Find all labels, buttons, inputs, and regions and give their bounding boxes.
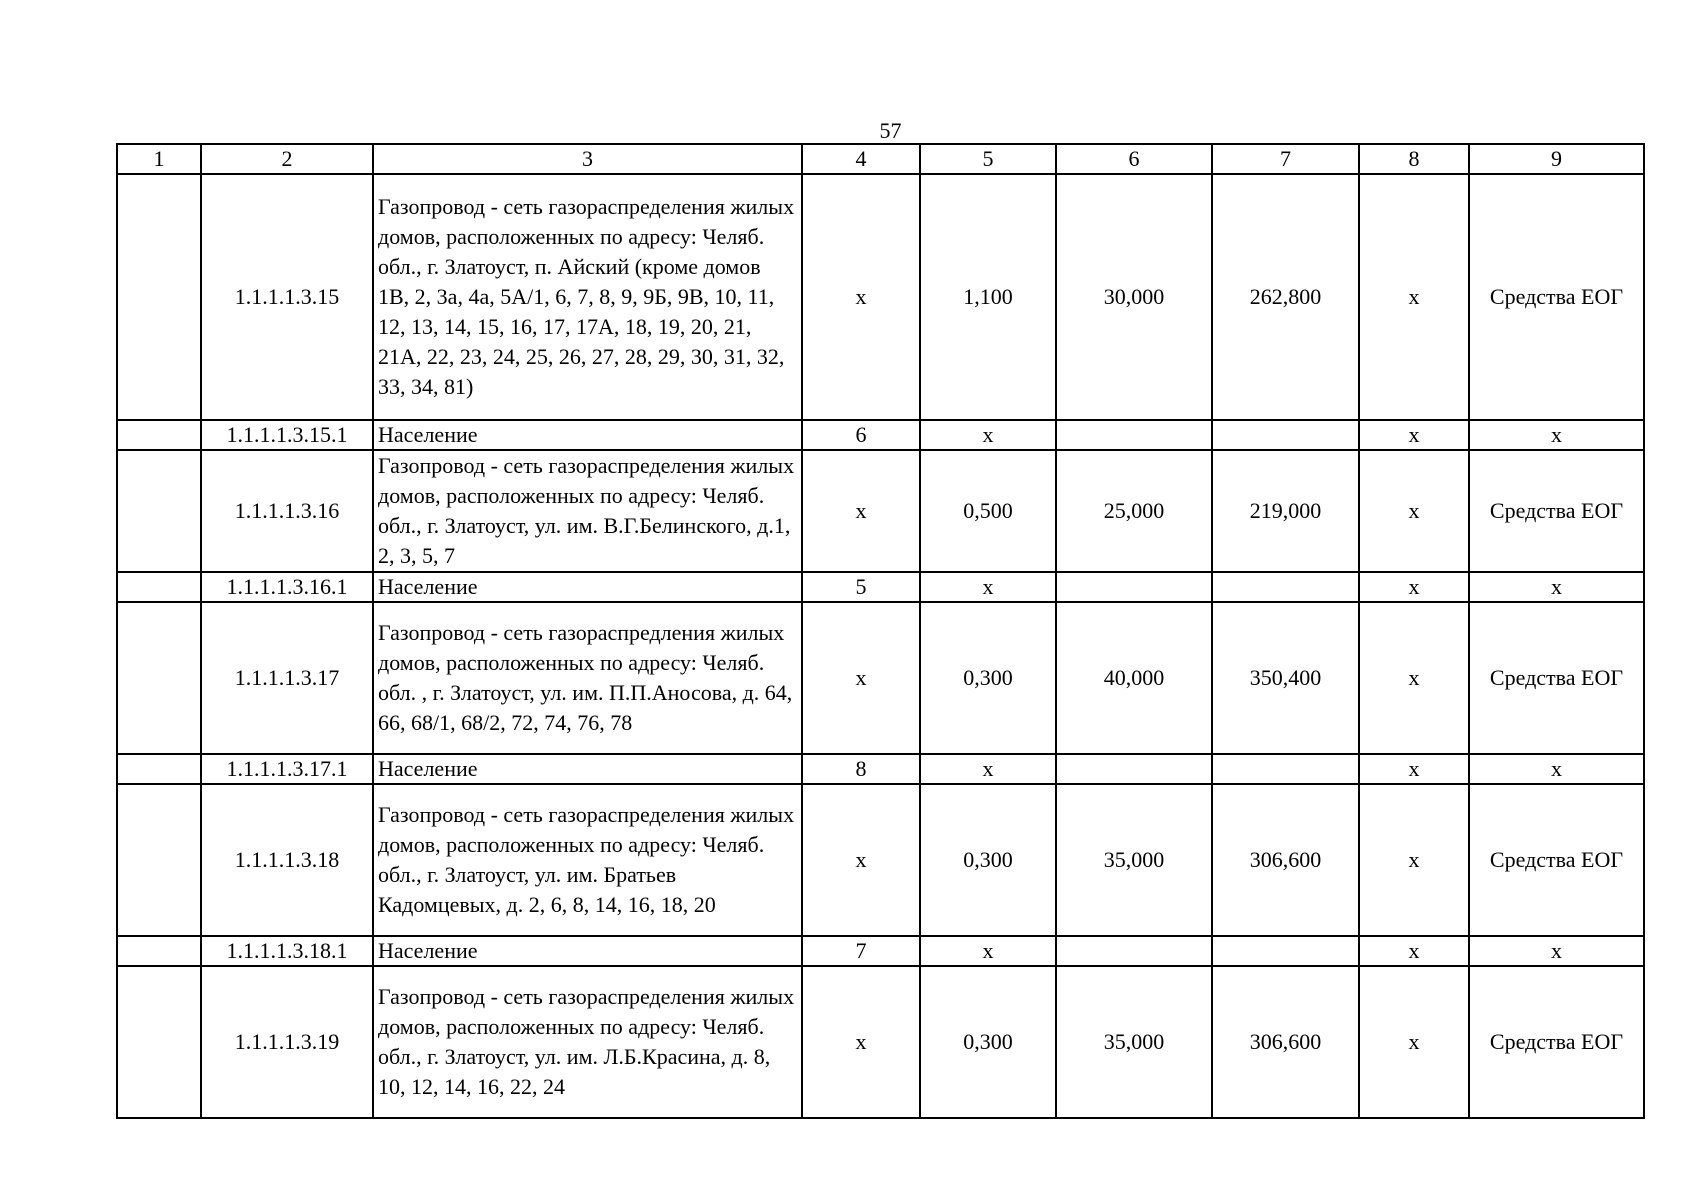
- col6-cell: 30,000: [1056, 174, 1212, 420]
- row-index-cell: [117, 936, 201, 966]
- col5-cell: 0,300: [920, 784, 1056, 936]
- col4-cell: 5: [802, 572, 920, 602]
- row-code-cell: 1.1.1.1.3.16.1: [201, 572, 373, 602]
- col7-cell: [1212, 420, 1359, 450]
- header-cell-4: 4: [802, 144, 920, 174]
- col8-cell: х: [1359, 602, 1469, 754]
- col5-cell: 0,300: [920, 602, 1056, 754]
- row-code-cell: 1.1.1.1.3.15.1: [201, 420, 373, 450]
- col6-cell: 35,000: [1056, 784, 1212, 936]
- header-cell-7: 7: [1212, 144, 1359, 174]
- row-description-cell: Население: [373, 420, 802, 450]
- col7-cell: [1212, 572, 1359, 602]
- col7-cell: 306,600: [1212, 966, 1359, 1118]
- row-code-cell: 1.1.1.1.3.19: [201, 966, 373, 1118]
- col9-cell: Средства ЕОГ: [1469, 784, 1644, 936]
- col9-cell: х: [1469, 420, 1644, 450]
- col9-cell: х: [1469, 754, 1644, 784]
- table-row: [117, 572, 1644, 602]
- col6-cell: 40,000: [1056, 602, 1212, 754]
- header-cell-6: 6: [1056, 144, 1212, 174]
- table-row: [117, 754, 1644, 784]
- data-table: [116, 143, 1645, 1119]
- row-index-cell: [117, 450, 201, 572]
- header-row: [117, 144, 1644, 174]
- col6-cell: [1056, 754, 1212, 784]
- col8-cell: х: [1359, 572, 1469, 602]
- col7-cell: [1212, 936, 1359, 966]
- row-code-cell: 1.1.1.1.3.17.1: [201, 754, 373, 784]
- col8-cell: х: [1359, 754, 1469, 784]
- col4-cell: 7: [802, 936, 920, 966]
- col7-cell: [1212, 754, 1359, 784]
- row-description-cell: Газопровод - сеть газораспределения жилых домов, расположенных по адресу: Челяб. обл., г. Златоуст, п. Айский (кроме домов 1В, 2, 3а, 4а, 5А/1, 6, 7, 8, 9, 9Б, 9В, 10, 11, 12, 13, 14, 15, 16, 17, 17А, 18, 19, 20, 21, 21А, 22, 23, 24, 25, 26, 27, 28, 29, 30, 31, 32, 33, 34, 81): [373, 174, 802, 420]
- col7-cell: 306,600: [1212, 784, 1359, 936]
- row-index-cell: [117, 784, 201, 936]
- header-cell-3: 3: [373, 144, 802, 174]
- col5-cell: 0,500: [920, 450, 1056, 572]
- col4-cell: х: [802, 174, 920, 420]
- col9-cell: х: [1469, 572, 1644, 602]
- row-code-cell: 1.1.1.1.3.15: [201, 174, 373, 420]
- header-cell-1: 1: [117, 144, 201, 174]
- col7-cell: 262,800: [1212, 174, 1359, 420]
- row-index-cell: [117, 572, 201, 602]
- row-code-cell: 1.1.1.1.3.18.1: [201, 936, 373, 966]
- header-cell-8: 8: [1359, 144, 1469, 174]
- col6-cell: [1056, 572, 1212, 602]
- row-code-cell: 1.1.1.1.3.18: [201, 784, 373, 936]
- table-row: [117, 420, 1644, 450]
- col9-cell: Средства ЕОГ: [1469, 450, 1644, 572]
- row-description-cell: Население: [373, 936, 802, 966]
- col6-cell: [1056, 936, 1212, 966]
- col6-cell: 25,000: [1056, 450, 1212, 572]
- col8-cell: х: [1359, 966, 1469, 1118]
- row-code-cell: 1.1.1.1.3.16: [201, 450, 373, 572]
- col9-cell: Средства ЕОГ: [1469, 602, 1644, 754]
- col7-cell: 219,000: [1212, 450, 1359, 572]
- table-row: [117, 784, 1644, 936]
- col4-cell: х: [802, 602, 920, 754]
- col6-cell: 35,000: [1056, 966, 1212, 1118]
- col9-cell: х: [1469, 936, 1644, 966]
- col4-cell: х: [802, 450, 920, 572]
- col8-cell: х: [1359, 420, 1469, 450]
- col9-cell: Средства ЕОГ: [1469, 174, 1644, 420]
- col6-cell: [1056, 420, 1212, 450]
- col4-cell: 8: [802, 754, 920, 784]
- table-row: [117, 602, 1644, 754]
- col5-cell: 1,100: [920, 174, 1056, 420]
- col8-cell: х: [1359, 784, 1469, 936]
- page-number: 57: [879, 118, 902, 143]
- row-code-cell: 1.1.1.1.3.17: [201, 602, 373, 754]
- col8-cell: х: [1359, 174, 1469, 420]
- header-cell-9: 9: [1469, 144, 1644, 174]
- row-index-cell: [117, 754, 201, 784]
- col8-cell: х: [1359, 936, 1469, 966]
- table-row: [117, 936, 1644, 966]
- col9-cell: Средства ЕОГ: [1469, 966, 1644, 1118]
- row-description-cell: Население: [373, 754, 802, 784]
- table-row: [117, 450, 1644, 572]
- row-description-cell: Население: [373, 572, 802, 602]
- col8-cell: х: [1359, 450, 1469, 572]
- table-row: [117, 174, 1644, 420]
- row-index-cell: [117, 966, 201, 1118]
- col5-cell: х: [920, 420, 1056, 450]
- col5-cell: 0,300: [920, 966, 1056, 1118]
- row-description-cell: Газопровод - сеть газораспределения жилых домов, расположенных по адресу: Челяб. обл., г. Златоуст, ул. им. Л.Б.Красина, д. 8, 10, 12, 14, 16, 22, 24: [373, 966, 802, 1118]
- row-description-cell: Газопровод - сеть газораспредления жилых домов, расположенных по адресу: Челяб. обл. , г. Златоуст, ул. им. П.П.Аносова, д. 64, 66, 68/1, 68/2, 72, 74, 76, 78: [373, 602, 802, 754]
- col4-cell: х: [802, 966, 920, 1118]
- row-index-cell: [117, 420, 201, 450]
- header-cell-5: 5: [920, 144, 1056, 174]
- table-row: [117, 966, 1644, 1118]
- header-cell-2: 2: [201, 144, 373, 174]
- row-index-cell: [117, 602, 201, 754]
- col7-cell: 350,400: [1212, 602, 1359, 754]
- row-description-cell: Газопровод - сеть газораспределения жилых домов, расположенных по адресу: Челяб. обл., г. Златоуст, ул. им. Братьев Кадомцевых, д. 2, 6, 8, 14, 16, 18, 20: [373, 784, 802, 936]
- col5-cell: х: [920, 572, 1056, 602]
- col4-cell: 6: [802, 420, 920, 450]
- col5-cell: х: [920, 754, 1056, 784]
- row-index-cell: [117, 174, 201, 420]
- row-description-cell: Газопровод - сеть газораспределения жилых домов, расположенных по адресу: Челяб. обл., г. Златоуст, ул. им. В.Г.Белинского, д.1, 2, 3, 5, 7: [373, 450, 802, 572]
- col5-cell: х: [920, 936, 1056, 966]
- col4-cell: х: [802, 784, 920, 936]
